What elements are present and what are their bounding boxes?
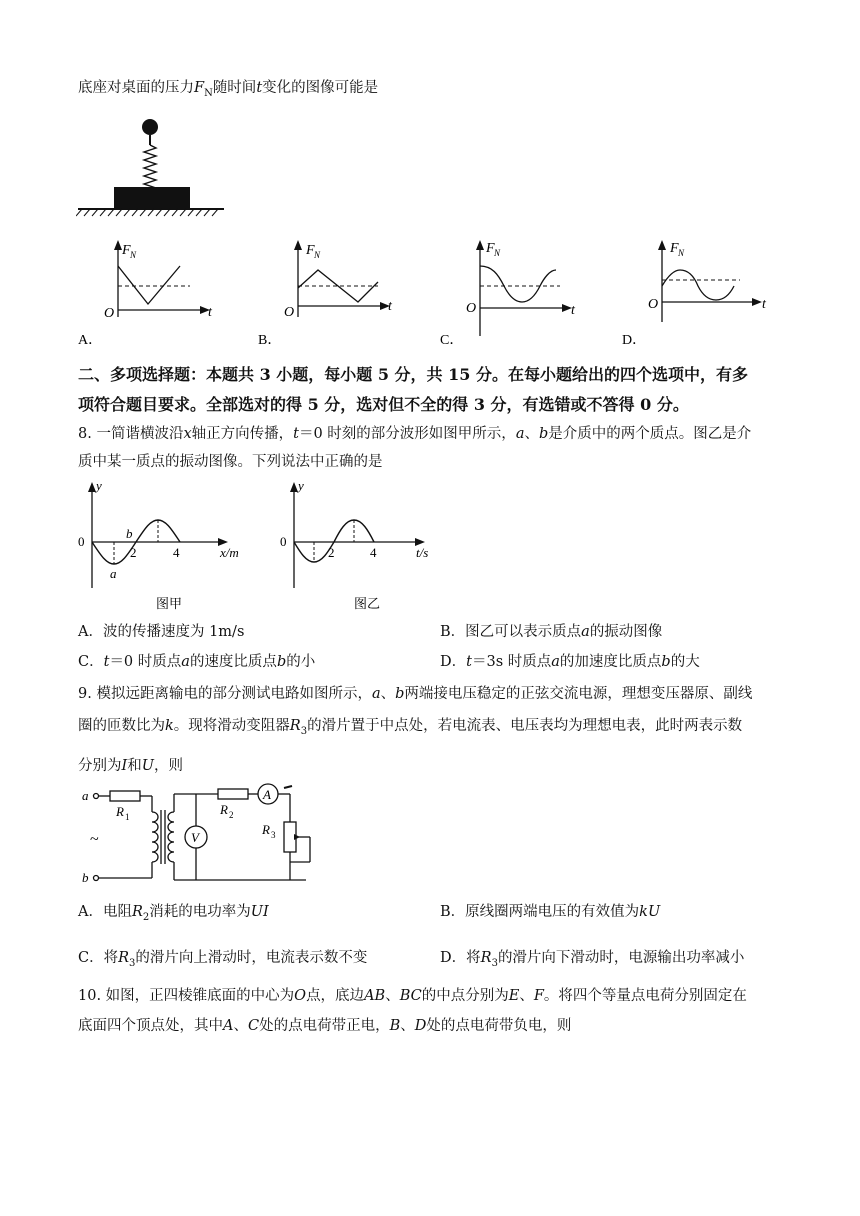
svg-text:F: F	[670, 241, 679, 256]
q10-stem-line2: 底面四个顶点处，其中A、C处的点电荷带正电，B、D处的点电荷带负电，则	[78, 1018, 572, 1034]
option-c-label: C．	[440, 333, 464, 348]
q10-stem-line1: 10. 如图，正四棱锥底面的中心为O点，底边AB、BC的中点分别为E、F。将四个等量点电荷分别固定在	[78, 988, 747, 1004]
svg-text:t/s: t/s	[416, 545, 429, 560]
caption-yi: 图乙	[354, 596, 381, 611]
svg-text:t: t	[388, 299, 392, 314]
svg-text:0: 0	[280, 534, 287, 549]
svg-text:O: O	[466, 301, 477, 316]
svg-text:~: ~	[90, 831, 99, 848]
q8-option-c: C．t＝0 时质点a的速度比质点b的小	[78, 654, 316, 670]
section2-heading-line2: 项符合题目要求。全部选对的得 5 分，选对但不全的得 3 分，有选错或不答得 0 分。	[78, 395, 689, 414]
svg-text:2: 2	[130, 545, 137, 560]
q8-stem-line2: 质中某一质点的振动图像。下列说法中正确的是	[78, 454, 383, 470]
q9-stem-line1: 9. 模拟远距离输电的部分测试电路如图所示，a、b两端接电压稳定的正弦交流电源，理想变压器原、副线	[78, 686, 753, 702]
option-d-label: D．	[622, 333, 647, 348]
q9-option-a: A．电阻$R_2$消耗的电功率为UI	[78, 904, 269, 923]
svg-text:V: V	[191, 830, 199, 845]
svg-text:R: R	[116, 804, 124, 819]
svg-text:F: F	[306, 243, 315, 258]
svg-text:b: b	[82, 870, 89, 885]
option-b-label: B．	[258, 333, 282, 348]
svg-text:a: a	[110, 566, 117, 581]
svg-text:2: 2	[328, 545, 335, 560]
svg-text:F: F	[486, 241, 495, 256]
option-a-graph	[78, 232, 218, 352]
svg-text:b: b	[126, 526, 133, 541]
svg-text:4: 4	[173, 545, 180, 560]
svg-text:R: R	[262, 822, 270, 837]
svg-text:t: t	[208, 305, 212, 320]
svg-text:3: 3	[271, 830, 276, 840]
option-c-graph	[440, 232, 585, 352]
svg-text:1: 1	[125, 812, 130, 822]
vibration-graph-yi	[276, 478, 446, 618]
q9-option-c: C．将$R_3$的滑片向上滑动时，电流表示数不变	[78, 950, 368, 969]
q8-option-a: A．波的传播速度为 1m/s	[78, 624, 245, 640]
q9-stem-line3: 分别为I和U，则	[78, 758, 183, 774]
svg-text:N: N	[314, 250, 321, 260]
q9-option-d: D．将$R_3$的滑片向下滑动时，电源输出功率减小	[440, 950, 745, 969]
option-a-label: A．	[78, 333, 103, 348]
svg-text:2: 2	[229, 810, 234, 820]
spring-apparatus-figure	[76, 115, 226, 220]
svg-text:4: 4	[370, 545, 377, 560]
svg-text:0: 0	[78, 534, 85, 549]
svg-text:y: y	[96, 478, 102, 493]
svg-text:A: A	[263, 787, 271, 802]
svg-text:a: a	[82, 788, 89, 803]
q8-stem-line1: 8. 一简谐横波沿x轴正方向传播，t＝0 时刻的部分波形如图甲所示，a、b是介质中的两个质点。图乙是介	[78, 426, 752, 442]
q9-option-b: B．原线圈两端电压的有效值为kU	[440, 904, 661, 920]
svg-text:t: t	[571, 303, 575, 318]
svg-text:x/m: x/m	[220, 545, 239, 560]
svg-text:y: y	[298, 478, 304, 493]
svg-text:O: O	[104, 306, 115, 321]
option-d-graph	[622, 232, 772, 352]
caption-jia: 图甲	[156, 596, 183, 611]
svg-text:F: F	[122, 243, 131, 258]
svg-text:O: O	[648, 297, 659, 312]
section2-heading-line1: 二、多项选择题：本题共 3 小题，每小题 5 分，共 15 分。在每小题给出的四个选项中，有多	[78, 365, 748, 384]
svg-text:R: R	[220, 802, 228, 817]
option-b-graph	[258, 232, 398, 352]
svg-text:N: N	[678, 248, 685, 258]
svg-text:O: O	[284, 305, 295, 320]
transmission-circuit-figure	[78, 782, 328, 888]
q8-option-d: D．t＝3s 时质点a的加速度比质点b的大	[440, 654, 700, 670]
q9-stem-line2: 圈的匝数比为k。现将滑动变阻器$R_3$的滑片置于中点处，若电流表、电压表均为理想电表，此时两表示数	[78, 718, 743, 737]
svg-text:t: t	[762, 297, 766, 312]
q7-stem: 底座对桌面的压力$F_N$随时间t变化的图像可能是	[78, 80, 379, 99]
wave-graph-jia	[74, 478, 264, 618]
svg-text:N: N	[130, 250, 137, 260]
svg-text:N: N	[494, 248, 501, 258]
q8-option-b: B．图乙可以表示质点a的振动图像	[440, 624, 663, 640]
